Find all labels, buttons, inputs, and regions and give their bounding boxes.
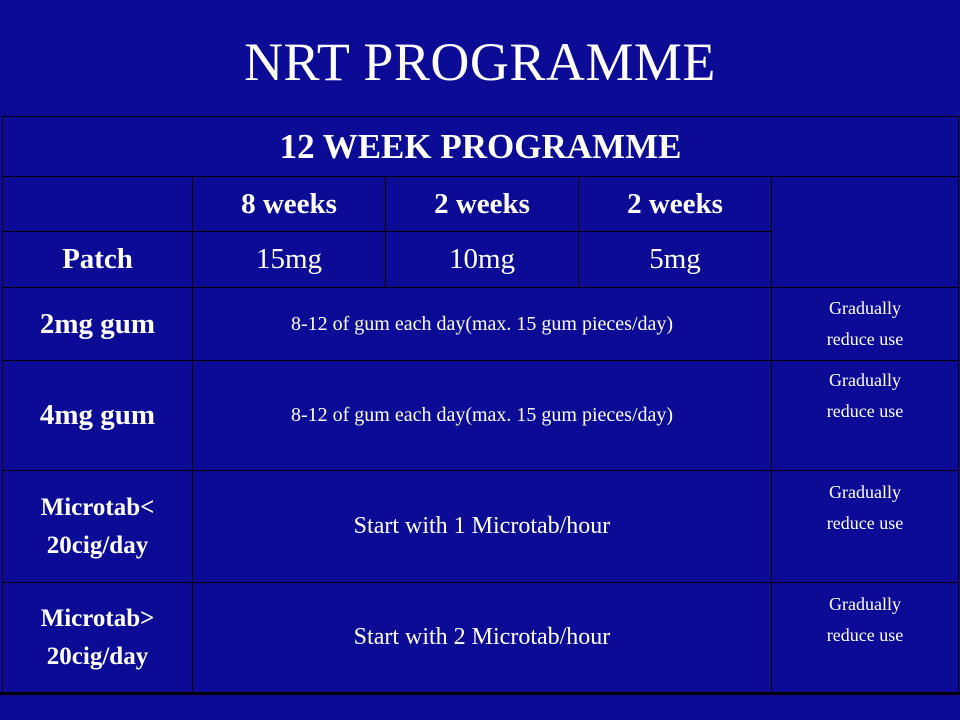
gum2-taper [772, 288, 959, 361]
column-header-weeks-1: 8 weeks [193, 177, 386, 232]
row-label-patch: Patch [3, 232, 193, 288]
patch-dose-2: 10mg [386, 232, 579, 288]
slide-title: NRT PROGRAMME [244, 32, 716, 92]
patch-dose-1: 15mg [193, 232, 386, 288]
gum4-taper-line-1: Gradually [829, 370, 902, 390]
column-header-weeks-2: 2 weeks [386, 177, 579, 232]
nrt-programme-table [2, 116, 959, 693]
microtab-low-instruction: Start with 1 Microtab/hour [193, 471, 772, 583]
gum2-row [3, 288, 959, 361]
gum4-row [3, 361, 959, 471]
gum4-taper [772, 361, 959, 471]
gum4-instruction: 8-12 of gum each day(max. 15 gum pieces/day) [193, 361, 772, 471]
microtab-high-label-line-2: 20cig/day [46, 642, 149, 670]
weeks-row [3, 177, 959, 232]
microtab-high-taper-line-1: Gradually [829, 594, 902, 614]
microtab-low-row [3, 471, 959, 583]
gum2-instruction: 8-12 of gum each day(max. 15 gum pieces/day) [193, 288, 772, 361]
empty-taper-cell [772, 177, 959, 288]
column-header-weeks-3: 2 weeks [579, 177, 772, 232]
microtab-high-taper-line-2: reduce use [826, 625, 904, 645]
table-bottom-border [0, 692, 960, 695]
table-header-row [3, 117, 959, 177]
microtab-low-taper-line-1: Gradually [829, 482, 902, 502]
programme-header: 12 WEEK PROGRAMME [3, 117, 959, 177]
patch-dose-3: 5mg [579, 232, 772, 288]
microtab-low-taper-line-2: reduce use [826, 513, 904, 533]
row-label-4mg-gum: 4mg gum [3, 361, 193, 471]
gum2-taper-line-2: reduce use [826, 329, 904, 349]
gum2-taper-line-1: Gradually [829, 298, 902, 318]
microtab-high-instruction: Start with 2 Microtab/hour [193, 583, 772, 693]
microtab-low-label-line-2: 20cig/day [46, 531, 149, 559]
row-label-2mg-gum: 2mg gum [3, 288, 193, 361]
row-label-microtab-high [3, 583, 193, 693]
row-label-microtab-low [3, 471, 193, 583]
microtab-low-label-line-1: Microtab< [40, 493, 155, 521]
microtab-high-taper [772, 583, 959, 693]
microtab-high-label-line-1: Microtab> [40, 604, 155, 632]
microtab-high-row [3, 583, 959, 693]
microtab-low-taper [772, 471, 959, 583]
empty-corner-cell [3, 177, 193, 232]
gum4-taper-line-2: reduce use [826, 401, 904, 421]
